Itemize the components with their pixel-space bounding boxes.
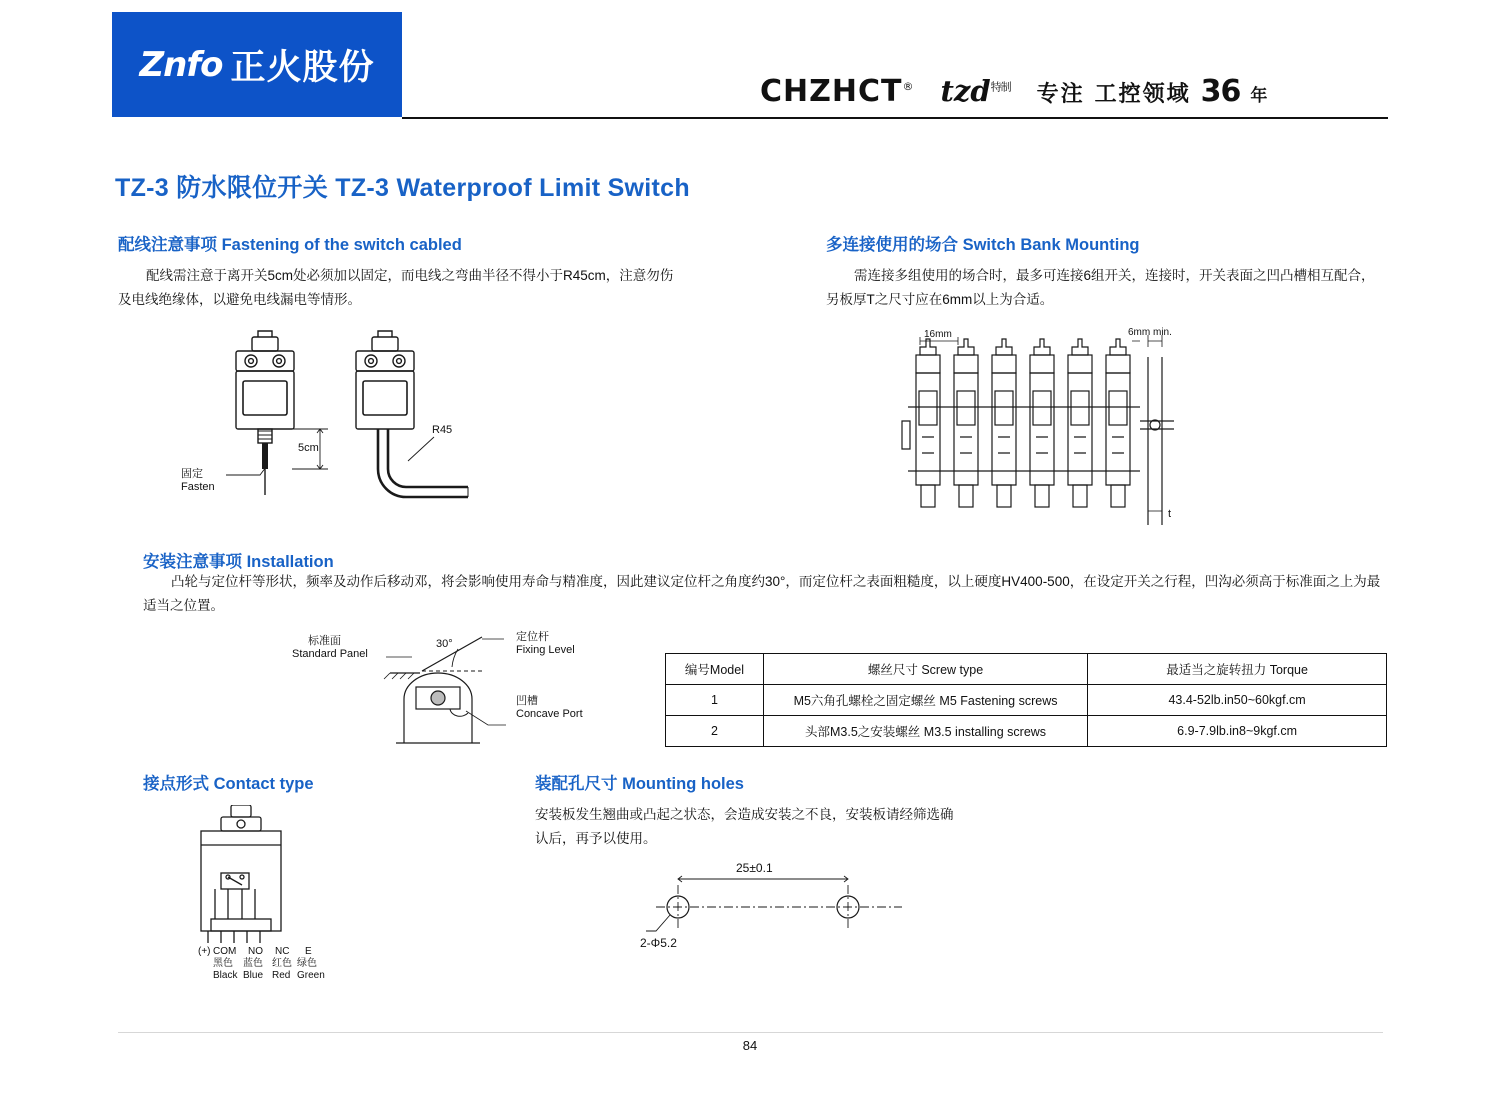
slogan-years-unit: 年: [1250, 85, 1268, 106]
section-heading-installation: 安装注意事项 Installation: [143, 553, 334, 571]
logo-chinese-text: 正火股份: [230, 47, 375, 88]
header-divider: [402, 117, 1388, 119]
brand-strip: [760, 60, 1380, 122]
section-body-fastening: [118, 264, 678, 312]
figure-holes-svg: [640, 855, 920, 955]
table-row: [666, 685, 1387, 716]
figure-min-thickness-label: 6mm min.: [1128, 327, 1172, 338]
section-body-fastening-text: 配线需注意于离开关5cm处必须加以固定，而电线之弯曲半径不得小于R45cm，注意勿伤及电线绝缘体，以避免电线漏电等情形。: [118, 268, 674, 307]
terminal-symbol-plus: (+): [198, 946, 211, 957]
label-fixing-level-cn: 定位杆: [516, 631, 549, 643]
table-header-row: [666, 654, 1387, 685]
logo-latin-text: Znfo: [139, 44, 223, 85]
figure-angle-label: 30°: [436, 638, 453, 650]
terminal-name-com: COM: [213, 946, 237, 957]
figure-t-label: t: [1168, 508, 1172, 520]
terminal-color-en-e: Green: [297, 970, 325, 981]
terminal-name-e: E: [305, 946, 312, 957]
slogan-years-number: 36: [1200, 73, 1241, 109]
cell-screw-type: 头部M3.5之安装螺丝 M3.5 installing screws: [763, 716, 1087, 747]
figure-pitch-label: 16mm: [924, 329, 952, 340]
label-concave-en: Concave Port: [516, 708, 583, 720]
brand-slogan: [1037, 74, 1268, 109]
slogan-part-b: 工控领域: [1094, 81, 1191, 107]
label-concave-cn: 凹槽: [516, 695, 538, 707]
footer-divider: [118, 1032, 1383, 1033]
slogan-part-a: 专注: [1036, 81, 1085, 107]
brand-chzhct: [760, 74, 914, 109]
figure-contact-type: [175, 805, 375, 990]
section-heading-bank-mounting: 多连接使用的场合 Switch Bank Mounting: [826, 236, 1140, 254]
figure-bank-svg: [890, 325, 1210, 540]
section-body-installation: [143, 570, 1388, 618]
page-number: 84: [742, 1038, 758, 1053]
cell-torque: 43.4-52lb.in50~60kgf.cm: [1088, 685, 1387, 716]
terminal-color-cn-nc: 红色: [272, 958, 292, 969]
cell-torque: 6.9-7.9lb.in8~9kgf.cm: [1088, 716, 1387, 747]
table-row: [666, 716, 1387, 747]
terminal-color-en-com: Black: [213, 970, 238, 981]
section-heading-contact-type: 接点形式 Contact type: [143, 775, 314, 793]
cell-model: 2: [666, 716, 764, 747]
page-title: TZ-3 防水限位开关 TZ-3 Waterproof Limit Switch: [115, 174, 690, 202]
figure-mounting-holes: [640, 855, 920, 955]
figure-radius-label: R45: [432, 424, 453, 436]
section-body-bank-mounting: [826, 264, 1386, 312]
figure-bank-mounting: [890, 325, 1210, 540]
registered-mark-icon: ®: [902, 79, 915, 93]
section-body-mounting-holes: 安装板发生翘曲或凸起之状态，会造成安装之不良，安装板请经筛选确认后，再予以使用。: [535, 807, 954, 846]
label-fasten-en: Fasten: [181, 481, 215, 493]
table-header-screw-type: 螺丝尺寸 Screw type: [763, 654, 1087, 685]
terminal-name-no: NO: [248, 946, 263, 957]
figure-fastening-svg: [180, 325, 610, 525]
figure-center-distance-label: 25±0.1: [736, 861, 773, 875]
terminal-color-en-no: Blue: [243, 970, 264, 981]
brand-tzd-text: tzd: [940, 74, 991, 108]
company-logo: [112, 12, 402, 117]
brand-tzd-sup: 特制: [990, 80, 1011, 94]
table-header-model: 编号Model: [666, 654, 764, 685]
label-fasten-cn: 固定: [181, 468, 203, 480]
label-dim-5cm: 5cm: [298, 442, 319, 454]
section-body-bank-text: 需连接多组使用的场合时，最多可连接6组开关，连接时，开关表面之凹凸槽相互配合，另板厚T之尺寸应在6mm以上为合适。: [826, 268, 1375, 307]
brand-chzhct-text: CHZHCT: [760, 73, 903, 109]
section-heading-fastening: 配线注意事项 Fastening of the switch cabled: [118, 236, 462, 254]
figure-installation-svg: [330, 625, 630, 750]
torque-table: [665, 653, 1387, 747]
section-heading-mounting-holes: 装配孔尺寸 Mounting holes: [535, 775, 744, 793]
section-body-installation-text: 凸轮与定位杆等形状，频率及动作后移动邓，将会影响使用寿命与精准度，因此建议定位杆之角度约30°，而定位杆之表面粗糙度，以上硬度HV400-500，在设定开关之行程，凹沟必须高于标准面之上为最适当之位置。: [143, 574, 1381, 613]
terminal-color-en-nc: Red: [272, 970, 291, 981]
figure-hole-size-label: 2-Φ5.2: [640, 936, 677, 950]
terminal-name-nc: NC: [275, 946, 290, 957]
cell-screw-type: M5六角孔螺栓之固定螺丝 M5 Fastening screws: [763, 685, 1087, 716]
figure-installation: [292, 625, 630, 750]
label-standard-panel-cn: 标准面: [308, 635, 341, 647]
cell-model: 1: [666, 685, 764, 716]
label-fixing-level-en: Fixing Level: [516, 644, 575, 656]
table-header-torque: 最适当之旋转扭力 Torque: [1088, 654, 1387, 685]
figure-fastening: [180, 325, 610, 525]
terminal-color-cn-com: 黑色: [213, 958, 233, 969]
terminal-color-cn-no: 蓝色: [243, 958, 263, 969]
label-standard-panel-en: Standard Panel: [292, 648, 368, 660]
terminal-color-cn-e: 绿色: [297, 958, 317, 969]
brand-tzd: [940, 74, 1010, 108]
page-header: [0, 0, 1500, 125]
